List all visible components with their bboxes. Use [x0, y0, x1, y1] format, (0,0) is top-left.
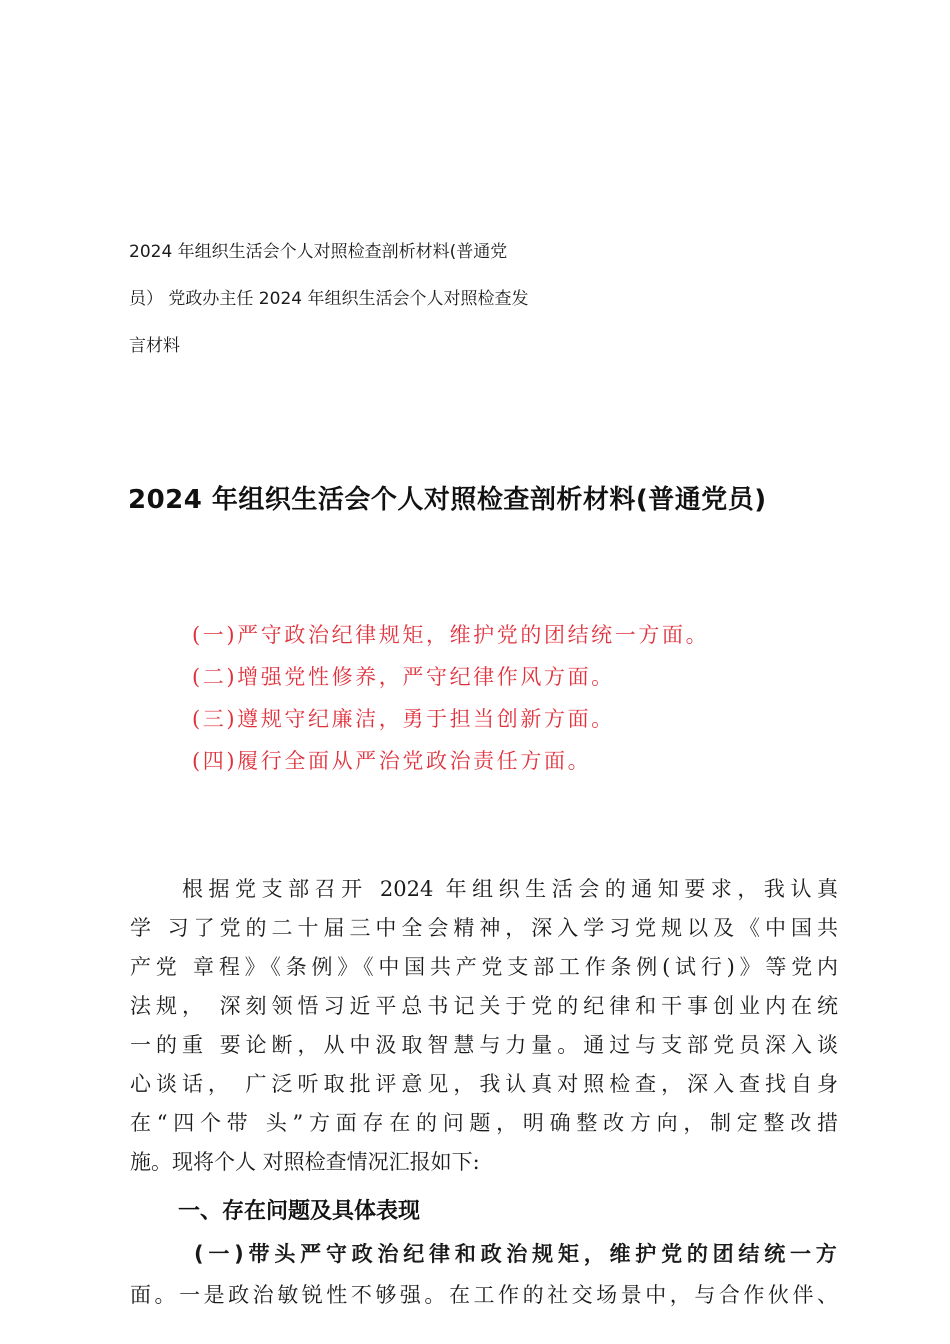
paragraph-line: 法规， 深刻领悟习近平总书记关于党的纪律和干事创业内在统 [130, 994, 838, 1018]
paragraph-line: 一的重 要论断，从中汲取智慧与力量。通过与支部党员深入谈 [130, 1033, 838, 1057]
outline-item: (三)遵规守纪廉洁，勇于担当创新方面。 [192, 707, 615, 731]
paragraph-line: 学 习了党的二十届三中全会精神，深入学习党规以及《中国共 [130, 916, 838, 940]
paragraph-line: 根据党支部召开 2024 年组织生活会的通知要求，我认真 [182, 877, 838, 901]
outline-item: (四)履行全面从严治党政治责任方面。 [192, 749, 592, 773]
outline-item: (一)严守政治纪律规矩，维护党的团结统一方面。 [192, 623, 710, 647]
intro-line: 言材料 [129, 336, 180, 356]
intro-line: 员） 党政办主任 2024 年组织生活会个人对照检查发 [129, 289, 529, 309]
intro-line: 2024 年组织生活会个人对照检查剖析材料(普通党 [129, 242, 508, 262]
document-title: 2024 年组织生活会个人对照检查剖析材料(普通党员) [128, 485, 767, 515]
paragraph-line: 产党 章程》《条例》《中国共产党支部工作条例(试行)》等党内 [130, 955, 838, 979]
outline-item: (二)增强党性修养，严守纪律作风方面。 [192, 665, 615, 689]
paragraph-line: 施。现将个人 对照检查情况汇报如下: [130, 1150, 480, 1174]
section-heading: 一、存在问题及具体表现 [178, 1199, 421, 1224]
subsection-heading: (一)带头严守政治纪律和政治规矩，维护党的团结统一方 [194, 1242, 838, 1266]
paragraph-line: 在“四个带 头”方面存在的问题，明确整改方向，制定整改措 [130, 1111, 838, 1135]
body-paragraph [130, 870, 838, 1182]
paragraph-line: 面。一是政治敏锐性不够强。在工作的社交场景中，与合作伙伴、 [130, 1283, 838, 1307]
outline-list [192, 614, 812, 782]
subsection-paragraph [130, 1234, 838, 1316]
paragraph-line: 心谈话， 广泛听取批评意见，我认真对照检查，深入查找自身 [130, 1072, 838, 1096]
intro-block [129, 229, 589, 370]
